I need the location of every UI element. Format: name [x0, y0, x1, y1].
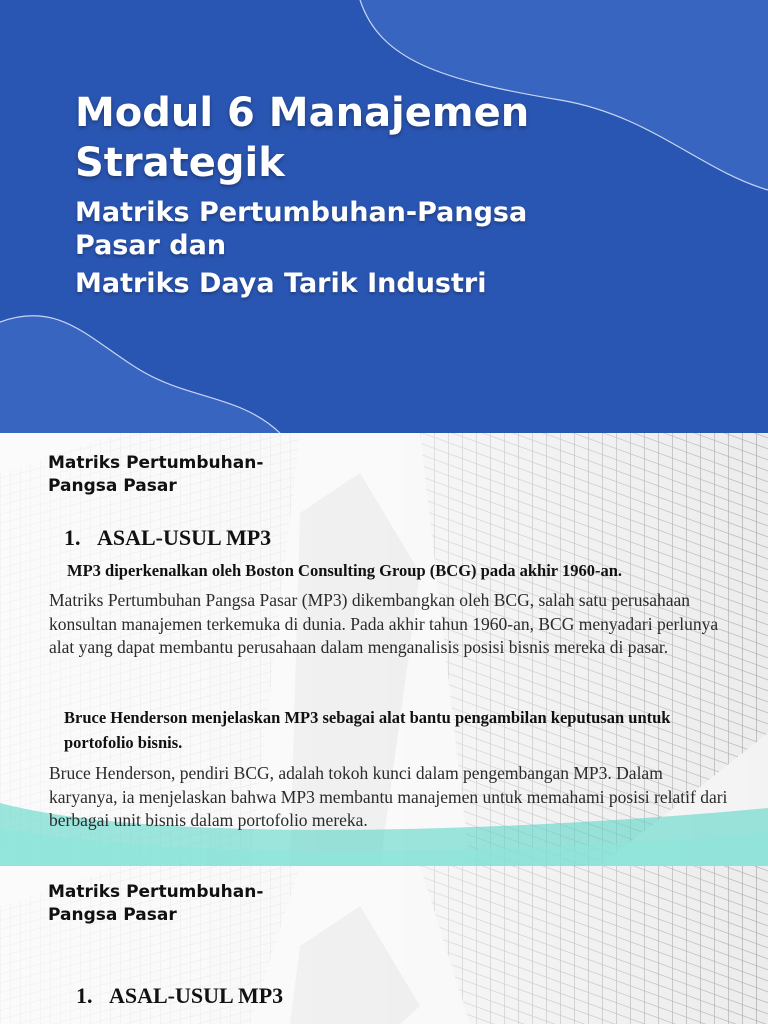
- slide-subtitle-1: Matriks Pertumbuhan-Pangsa Pasar dan: [75, 197, 528, 261]
- point-2-title: Bruce Henderson menjelaskan MP3 sebagai alat bantu pengambilan keputusan untuk portofolio bisnis.: [64, 708, 671, 752]
- point-1-body: Matriks Pertumbuhan Pangsa Pasar (MP3) dikembangkan oleh BCG, salah satu perusahaan konsultan manajemen terkemuka di dunia. Pada akhir tahun 1960-an, BCG menyadari perlunya alat yang dapat membantu perusahaan dalam menganalisis posisi bisnis mereka di pasar.: [49, 590, 719, 657]
- point-1-title: MP3 diperkenalkan oleh Boston Consulting Group (BCG) pada akhir 1960-an.: [67, 561, 623, 580]
- content-slide: [0, 433, 768, 866]
- slide-content: [0, 866, 768, 1024]
- title-block: [75, 88, 735, 300]
- section-heading: [76, 983, 283, 1009]
- slide-content: [0, 433, 768, 866]
- title-slide: [0, 0, 768, 433]
- slide-subtitle-2: Matriks Daya Tarik Industri: [75, 268, 487, 299]
- slide-title: Modul 6 Manajemen Strategik: [75, 90, 530, 186]
- heading-text: ASAL-USUL MP3: [97, 525, 272, 550]
- point-2-body: Bruce Henderson, pendiri BCG, adalah tokoh kunci dalam pengembangan MP3. Dalam karyanya, ia menjelaskan bahwa MP3 membantu manajemen untuk memahami posisi relatif dari berbagai unit bisnis dalam portofolio mereka.: [49, 763, 728, 830]
- section-label: Matriks Pertumbuhan-Pangsa Pasar: [48, 453, 264, 496]
- section-label: Matriks Pertumbuhan-Pangsa Pasar: [48, 882, 264, 925]
- heading-number: 1.: [64, 525, 81, 550]
- heading-text: ASAL-USUL MP3: [109, 983, 284, 1008]
- content-slide-next: [0, 866, 768, 1024]
- section-heading: [64, 525, 271, 551]
- heading-number: 1.: [76, 983, 93, 1008]
